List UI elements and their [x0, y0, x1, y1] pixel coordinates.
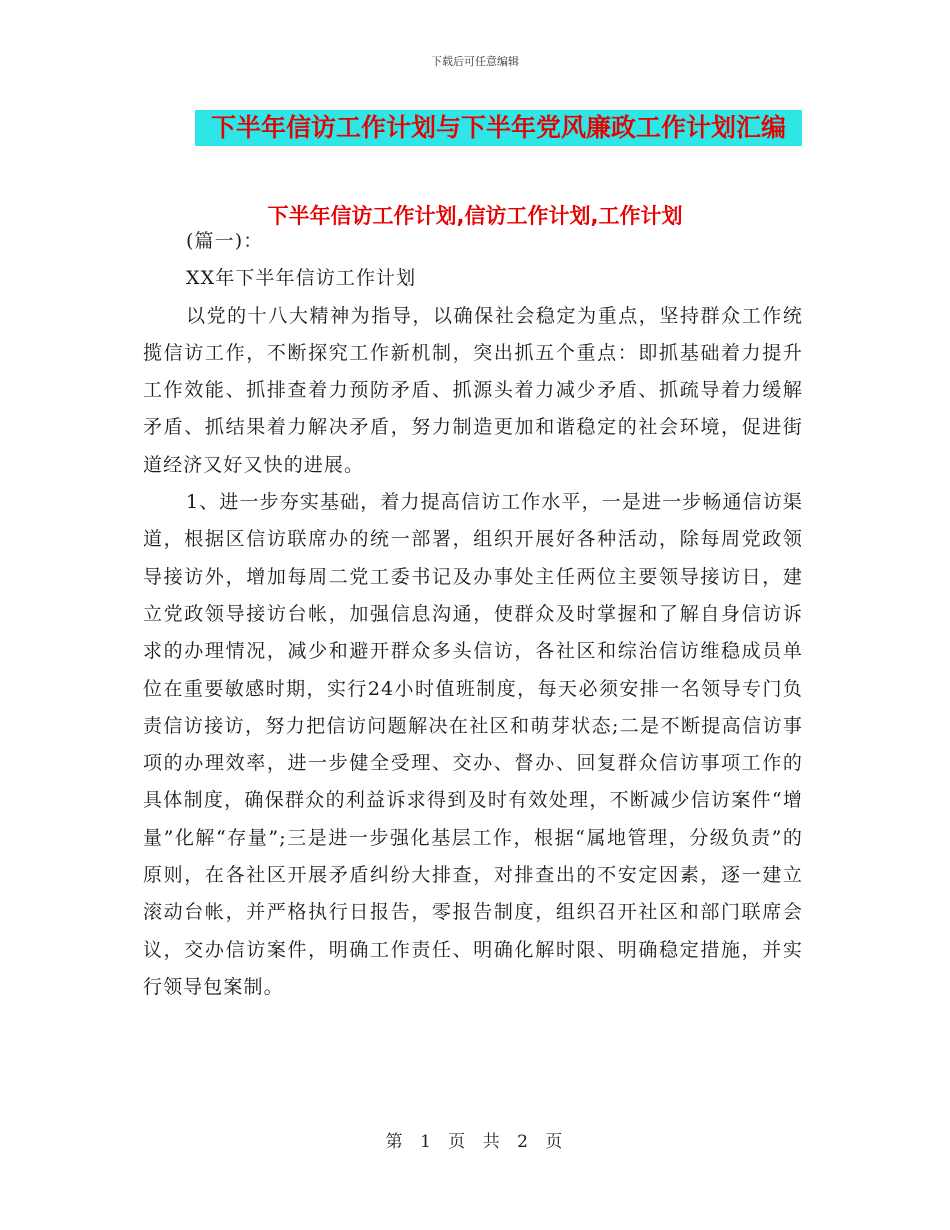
footer-label-unit: 页	[448, 1132, 468, 1152]
paragraph-part-label: (篇一)：	[186, 230, 264, 252]
page-footer	[0, 1127, 950, 1152]
section-title: 下半年信访工作计划,信访工作计划,工作计划	[267, 204, 683, 228]
document-title: 下半年信访工作计划与下半年党风廉政工作计划汇编	[210, 113, 786, 142]
paragraph-intro: 以党的十八大精神为指导，以确保社会稳定为重点，坚持群众工作统揽信访工作，不断探究工作新机制，突出抓五个重点：即抓基础着力提升工作效能、抓排查着力预防矛盾、抓源头着力减少矛盾、抓疏导着力缓解矛盾、抓结果着力解决矛盾，努力制造更加和谐稳定的社会环境，促进街道经济又好又快的进展。	[143, 304, 803, 476]
footer-total-pages: 2	[517, 1132, 530, 1152]
paragraph-item-1: 1、进一步夯实基础，着力提高信访工作水平，一是进一步畅通信访渠道，根据区信访联席办的统一部署，组织开展好各种活动，除每周党政领导接访外，增加每周二党工委书记及办事处主任两位主要领导接访日，建立党政领导接访台帐，加强信息沟通，使群众及时掌握和了解自身信访诉求的办理情况，减少和避开群众多头信访，各社区和综治信访维稳成员单位在重要敏感时期，实行24小时值班制度，每天必须安排一名领导专门负责信访接访，努力把信访问题解决在社区和萌芽状态;二是不断提高信访事项的办理效率，进一步健全受理、交办、督办、回复群众信访事项工作的具体制度，确保群众的利益诉求得到及时有效处理，不断减少信访案件“增量”化解“存量”;三是进一步强化基层工作，根据“属地管理，分级负责”的原则，在各社区开展矛盾纠纷大排查，对排查出的不安定因素，逐一建立滚动台帐，并严格执行日报告，零报告制度，组织召开社区和部门联席会议，交办信访案件，明确工作责任、明确化解时限、明确稳定措施，并实行领导包案制。	[143, 491, 803, 998]
title-highlight	[195, 110, 802, 146]
header-note: 下载后可任意编辑	[431, 55, 519, 68]
footer-label-unit2: 页	[545, 1132, 565, 1152]
footer-current-page: 1	[420, 1132, 433, 1152]
footer-label-page: 第	[385, 1132, 405, 1152]
paragraph-plan-heading: XX年下半年信访工作计划	[186, 267, 417, 290]
body-text	[143, 223, 803, 1006]
footer-label-total: 共	[482, 1132, 502, 1152]
